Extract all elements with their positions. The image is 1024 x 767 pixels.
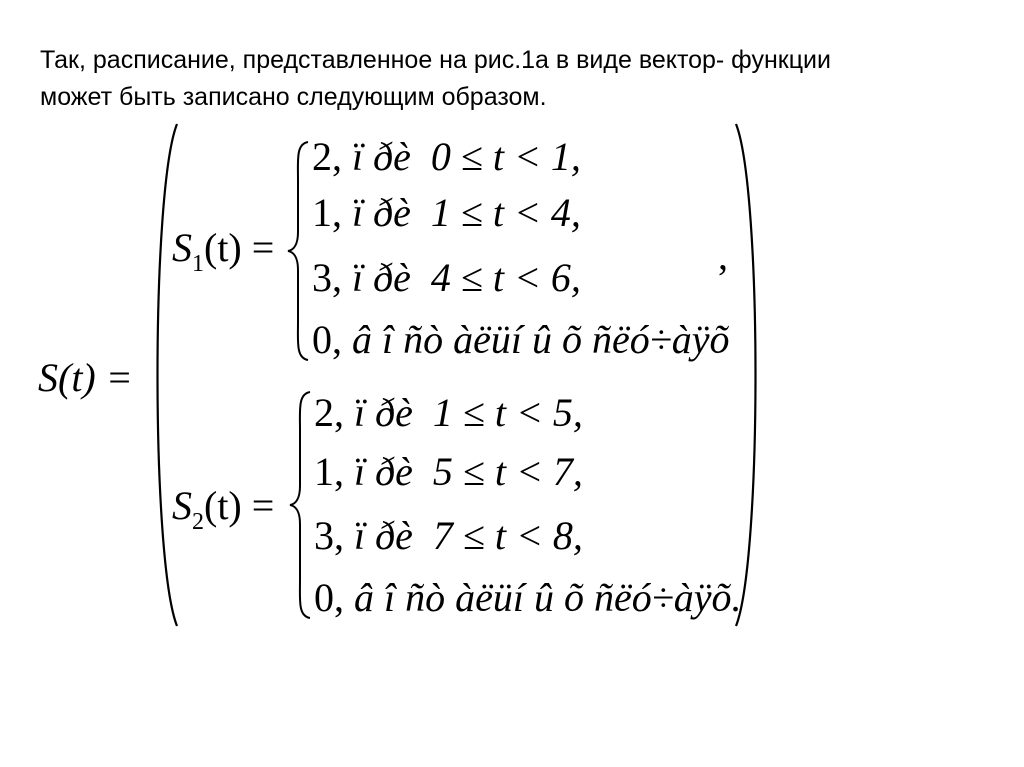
case-cond-text: ï ðè (354, 449, 413, 494)
case-range: 1 ≤ t < 4, (430, 190, 581, 235)
case-range: 1 ≤ t < 5, (432, 390, 583, 435)
case-cond-text: ï ðè (354, 513, 413, 558)
case-value: 1, (312, 190, 342, 235)
case-range: 4 ≤ t < 6, (430, 255, 581, 300)
s1-case-3 (312, 255, 581, 300)
s1-left-brace (286, 140, 312, 367)
case-cond-text: ï ðè (354, 390, 413, 435)
s1-label (172, 225, 275, 277)
s2-name: S (172, 483, 192, 528)
s2-left-brace (288, 390, 314, 625)
case-cond-text: â î ñò àëüí û õ ñëó÷àÿõ. (354, 575, 742, 620)
s1-name: S (172, 225, 192, 270)
s1-case-4 (312, 317, 730, 362)
outer-left-paren (145, 120, 185, 630)
s2-case-1 (314, 390, 583, 435)
case-value: 0, (312, 317, 342, 362)
case-range: 7 ≤ t < 8, (432, 513, 583, 558)
s2-index: 2 (192, 509, 204, 535)
case-range: 5 ≤ t < 7, (432, 449, 583, 494)
s2-arg: (t) = (204, 483, 275, 528)
outer-right-paren (728, 120, 768, 630)
case-value: 2, (314, 390, 344, 435)
case-value: 1, (314, 449, 344, 494)
s2-case-2 (314, 449, 583, 494)
case-value: 0, (314, 575, 344, 620)
case-value: 3, (314, 513, 344, 558)
s2-case-3 (314, 513, 583, 558)
s1-case-2 (312, 190, 581, 235)
case-range: 0 ≤ t < 1, (430, 134, 581, 179)
s2-label (172, 483, 275, 535)
s2-case-4 (314, 575, 742, 620)
case-value: 2, (312, 134, 342, 179)
vector-separator-comma: , (718, 233, 728, 278)
intro-line-1: Так, расписание, представленное на рис.1а в виде вектор- функции (40, 46, 831, 74)
s1-case-1 (312, 134, 581, 179)
intro-paragraph (40, 42, 1024, 116)
intro-line-2: может быть записано следующим образом. (40, 83, 547, 111)
case-cond-text: â î ñò àëüí û õ ñëó÷àÿõ (352, 317, 730, 362)
s1-arg: (t) = (204, 225, 275, 270)
case-cond-text: ï ðè (352, 134, 411, 179)
formula-lhs-text: S(t) = (38, 355, 133, 400)
s1-index: 1 (192, 251, 204, 277)
case-value: 3, (312, 255, 342, 300)
case-cond-text: ï ðè (352, 190, 411, 235)
formula-lhs (38, 355, 133, 400)
case-cond-text: ï ðè (352, 255, 411, 300)
